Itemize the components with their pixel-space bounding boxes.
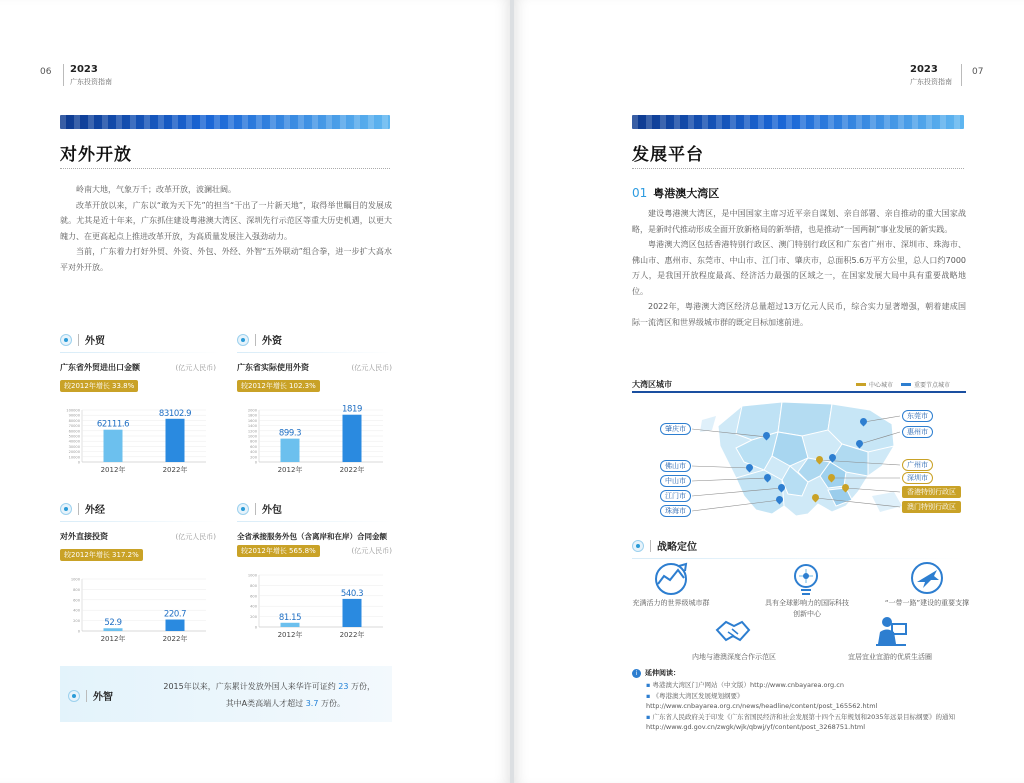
city-label-guangzhou: 广州市 xyxy=(902,459,933,471)
city-label-foshan: 佛山市 xyxy=(660,460,691,472)
strategy-label: 充满活力的世界级城市群 xyxy=(632,599,710,607)
waizhi-panel xyxy=(60,666,392,722)
person-work-icon xyxy=(872,614,910,648)
strategy-label: “一带一路”建设的重要支撑 xyxy=(884,599,970,607)
x-tick-label: 2012年 xyxy=(100,635,126,643)
bar-chart-svg xyxy=(237,396,387,476)
data-label: 81.15 xyxy=(278,612,302,623)
y-tick-label: 1200 xyxy=(247,429,257,434)
strategy-label: 宜居宜业宜游的优质生活圈 xyxy=(848,653,932,661)
y-tick-label: 100000 xyxy=(66,408,80,413)
reference-item[interactable]: ▪ 粤港澳大湾区门户网站（中文版）http://www.cnbayarea.org.cn xyxy=(646,681,844,689)
highlight-number: 3.7 xyxy=(305,699,319,708)
y-tick-label: 0 xyxy=(254,460,257,465)
reference-item[interactable]: ▪ 《粤港澳大湾区发展规划纲要》http://www.cnbayarea.org.cn/news/headline/content/post_165562.html xyxy=(646,691,878,710)
data-label: 899.3 xyxy=(278,428,302,439)
section-waimao xyxy=(60,332,220,353)
y-tick-label: 0 xyxy=(254,625,257,630)
growth-badge: 较2012年增长 102.3% xyxy=(237,380,320,392)
x-tick-label: 2012年 xyxy=(277,631,303,639)
plane-globe-icon xyxy=(909,560,945,596)
y-tick-label: 1000 xyxy=(70,577,80,582)
y-tick-label: 60000 xyxy=(68,429,80,434)
chart-block-waizi xyxy=(237,362,392,476)
y-tick-label: 800 xyxy=(250,583,257,588)
bar xyxy=(343,599,362,627)
dotted-divider xyxy=(60,168,390,169)
y-tick-label: 400 xyxy=(73,608,80,613)
y-tick-label: 40000 xyxy=(68,439,80,444)
right-page xyxy=(514,0,1024,783)
section-header xyxy=(632,538,966,553)
x-tick-label: 2022年 xyxy=(162,466,188,474)
section-underline xyxy=(60,521,220,522)
map-title-rule xyxy=(632,391,966,393)
y-tick-label: 200 xyxy=(250,455,257,460)
chart-title: 全省承接服务外包（含离岸和在岸）合同金额 xyxy=(237,532,387,541)
left-page xyxy=(0,0,510,783)
x-tick-label: 2012年 xyxy=(100,466,126,474)
intro-paragraph: 当前，广东着力打好外贸、外资、外包、外经、外智“五外联动”组合拳，进一步扩大高水平对外开放。 xyxy=(60,247,392,272)
intro-text xyxy=(60,182,392,275)
header-subtitle: 广东投资指南 xyxy=(910,78,952,86)
waizhi-line-1: 2015年以来，广东累计发放外国人来华许可证约 23 万份， xyxy=(163,682,375,691)
data-label: 1819 xyxy=(341,404,363,415)
highlight-number: 23 xyxy=(338,682,349,691)
y-tick-label: 800 xyxy=(250,439,257,444)
chart-title: 对外直接投资 xyxy=(60,532,108,541)
city-label-dongguan: 东莞市 xyxy=(902,410,933,422)
bar xyxy=(166,620,185,631)
section-header xyxy=(237,501,392,516)
section-dot-icon xyxy=(68,690,80,702)
header-subtitle: 广东投资指南 xyxy=(70,78,112,86)
bar xyxy=(343,415,362,462)
city-globe-icon xyxy=(648,562,694,596)
section-waizi xyxy=(237,332,392,353)
header-year: 2023 xyxy=(910,64,938,75)
section-name: 外贸 xyxy=(85,336,105,347)
chart-title: 广东省外贸进出口金额 xyxy=(60,363,140,372)
y-tick-label: 10000 xyxy=(68,455,80,460)
section-header xyxy=(237,332,392,347)
section-dot-icon xyxy=(60,334,72,346)
innovation-bulb-icon xyxy=(788,560,824,596)
y-tick-label: 2000 xyxy=(247,408,257,413)
references xyxy=(632,668,966,733)
bar-chart xyxy=(60,396,216,476)
section-underline xyxy=(237,352,392,353)
chart-block-waibao xyxy=(237,531,392,641)
section-title: 对外开放 xyxy=(60,145,132,165)
y-tick-label: 0 xyxy=(77,629,80,634)
growth-badge: 较2012年增长 33.8% xyxy=(60,380,138,392)
bar xyxy=(104,628,123,631)
section-name: 外资 xyxy=(262,336,282,347)
dotted-divider xyxy=(632,168,964,169)
y-tick-label: 600 xyxy=(250,444,257,449)
y-tick-label: 50000 xyxy=(68,434,80,439)
x-tick-label: 2022年 xyxy=(339,631,365,639)
data-label: 52.9 xyxy=(104,618,122,629)
section-name: 外包 xyxy=(262,505,282,516)
bar xyxy=(104,430,123,462)
city-label-zhongshan: 中山市 xyxy=(660,475,691,487)
bar xyxy=(281,439,300,462)
page-number: 07 xyxy=(972,67,984,77)
bar-chart xyxy=(237,561,392,641)
subsection-title: 粤港澳大湾区 xyxy=(653,187,720,200)
subsection-heading xyxy=(632,185,719,201)
bar xyxy=(166,419,185,462)
section-header xyxy=(68,688,113,703)
y-tick-label: 30000 xyxy=(68,444,80,449)
handshake-icon xyxy=(714,616,752,646)
section-header xyxy=(60,501,220,516)
bar-chart xyxy=(60,565,216,645)
intro-paragraph: 岭南大地，气象万千；改革开放，波澜壮阔。 xyxy=(76,185,236,194)
reference-item[interactable]: ▪ 广东省人民政府关于印发《广东省国民经济和社会发展第十四个五年规划和2035年远景目标纲要》的通知 http://www.gd.gov.cn/zwgk/wjk/qbwj/yf/content/post_3268751.html xyxy=(646,712,956,731)
y-tick-label: 600 xyxy=(250,594,257,599)
y-tick-label: 70000 xyxy=(68,424,80,429)
legend-node-city: 重要节点城市 xyxy=(901,380,950,389)
header-year: 2023 xyxy=(70,64,98,75)
bar-chart-svg xyxy=(60,565,210,645)
chart-block-waijing xyxy=(60,531,216,645)
map-title: 大湾区城市 xyxy=(632,380,672,389)
data-label: 220.7 xyxy=(163,609,187,620)
map-legend xyxy=(856,380,950,389)
header-divider xyxy=(63,64,64,86)
section-title: 发展平台 xyxy=(632,145,704,165)
body-paragraph: 2022年，粤港澳大湾区经济总量超过13万亿元人民币，综合实力显著增强，朝着建成国际一流湾区和世界级城市群的既定目标加速前进。 xyxy=(632,302,966,327)
y-tick-label: 90000 xyxy=(68,413,80,418)
y-tick-label: 400 xyxy=(250,604,257,609)
y-tick-label: 1400 xyxy=(247,424,257,429)
section-waibao xyxy=(237,501,392,522)
section-name: 外智 xyxy=(93,692,113,703)
y-tick-label: 80000 xyxy=(68,418,80,423)
subsection-number: 01 xyxy=(632,186,648,200)
city-label-macao: 澳门特别行政区 xyxy=(902,501,961,513)
decorative-banner xyxy=(632,115,964,129)
legend-center-city: 中心城市 xyxy=(856,380,893,389)
city-label-shenzhen: 深圳市 xyxy=(902,472,933,484)
chart-unit: (亿元人民币) xyxy=(175,533,216,541)
gba-map xyxy=(632,396,966,526)
bar xyxy=(281,623,300,627)
body-paragraph: 粤港澳大湾区包括香港特别行政区、澳门特别行政区和广东省广州市、深圳市、珠海市、佛山市、惠州市、东莞市、中山市、江门市、肇庆市，总面积5.6万平方公里，总人口约7000万人，是我国开放程度最高、经济活力最强的区域之一，在国家发展大局中具有重要战略地位。 xyxy=(632,240,966,296)
section-dot-icon xyxy=(60,503,72,515)
chart-unit: (亿元人民币) xyxy=(351,364,392,372)
decorative-banner xyxy=(60,115,390,129)
x-tick-label: 2022年 xyxy=(162,635,188,643)
y-tick-label: 600 xyxy=(73,598,80,603)
growth-badge: 较2012年增长 565.8% xyxy=(237,545,320,557)
section-header xyxy=(60,332,220,347)
x-tick-label: 2022年 xyxy=(339,466,365,474)
body-text xyxy=(632,206,966,330)
section-dot-icon xyxy=(237,334,249,346)
section-dot-icon xyxy=(632,540,644,552)
data-label: 83102.9 xyxy=(158,408,192,419)
x-tick-label: 2012年 xyxy=(277,466,303,474)
section-underline xyxy=(632,558,966,559)
y-tick-label: 20000 xyxy=(68,450,80,455)
section-underline xyxy=(237,521,392,522)
y-tick-label: 1000 xyxy=(247,573,257,578)
y-tick-label: 800 xyxy=(73,587,80,592)
info-icon: i xyxy=(632,669,641,678)
y-tick-label: 1600 xyxy=(247,418,257,423)
growth-badge: 较2012年增长 317.2% xyxy=(60,549,143,561)
body-paragraph: 建设粤港澳大湾区，是中国国家主席习近平亲自谋划、亲自部署、亲自推动的重大国家战略，是新时代推动形成全面开放新格局的新举措，也是推动“一国两制”事业发展的新实践。 xyxy=(632,209,966,234)
y-tick-label: 200 xyxy=(73,619,80,624)
chart-unit: (亿元人民币) xyxy=(351,547,392,555)
city-label-zhaoqing: 肇庆市 xyxy=(660,423,691,435)
city-label-jiangmen: 江门市 xyxy=(660,490,691,502)
data-label: 540.3 xyxy=(340,588,364,599)
bar-chart xyxy=(237,396,392,476)
section-name: 外经 xyxy=(85,505,105,516)
strategy-label: 内地与港澳深度合作示范区 xyxy=(692,653,776,661)
intro-paragraph: 改革开放以来，广东以“敢为天下先”的担当“干出了一片新天地”，取得举世瞩目的发展成就。尤其是近十年来，广东抓住建设粤港澳大湾区、深圳先行示范区等重大历史机遇，以更大魄力、在更高起点上推进改革开放，为高质量发展注入强劲动力。 xyxy=(60,200,392,241)
page-number: 06 xyxy=(40,67,52,77)
bar-chart-svg xyxy=(60,396,210,476)
references-header xyxy=(632,668,966,678)
y-tick-label: 0 xyxy=(77,460,80,465)
city-label-zhuhai: 珠海市 xyxy=(660,505,691,517)
bar-chart-svg xyxy=(237,561,387,641)
strategy-section xyxy=(632,538,966,559)
city-label-huizhou: 惠州市 xyxy=(902,426,933,438)
y-tick-label: 200 xyxy=(250,615,257,620)
y-tick-label: 1800 xyxy=(247,413,257,418)
data-label: 62111.6 xyxy=(96,419,130,430)
chart-block-waimao xyxy=(60,362,216,476)
section-name: 战略定位 xyxy=(657,542,697,553)
city-label-hongkong: 香港特别行政区 xyxy=(902,486,961,498)
strategy-label: 具有全球影响力的国际科技创新中心 xyxy=(765,599,849,618)
references-title: 延伸阅读： xyxy=(645,669,680,677)
chart-title: 广东省实际使用外资 xyxy=(237,363,309,372)
section-underline xyxy=(60,352,220,353)
header-divider xyxy=(961,64,962,86)
y-tick-label: 1000 xyxy=(247,434,257,439)
y-tick-label: 400 xyxy=(250,450,257,455)
section-waijing xyxy=(60,501,220,522)
waizhi-line-2: 其中A类高端人才超过 3.7 万份。 xyxy=(225,699,345,708)
section-dot-icon xyxy=(237,503,249,515)
chart-unit: (亿元人民币) xyxy=(175,364,216,372)
